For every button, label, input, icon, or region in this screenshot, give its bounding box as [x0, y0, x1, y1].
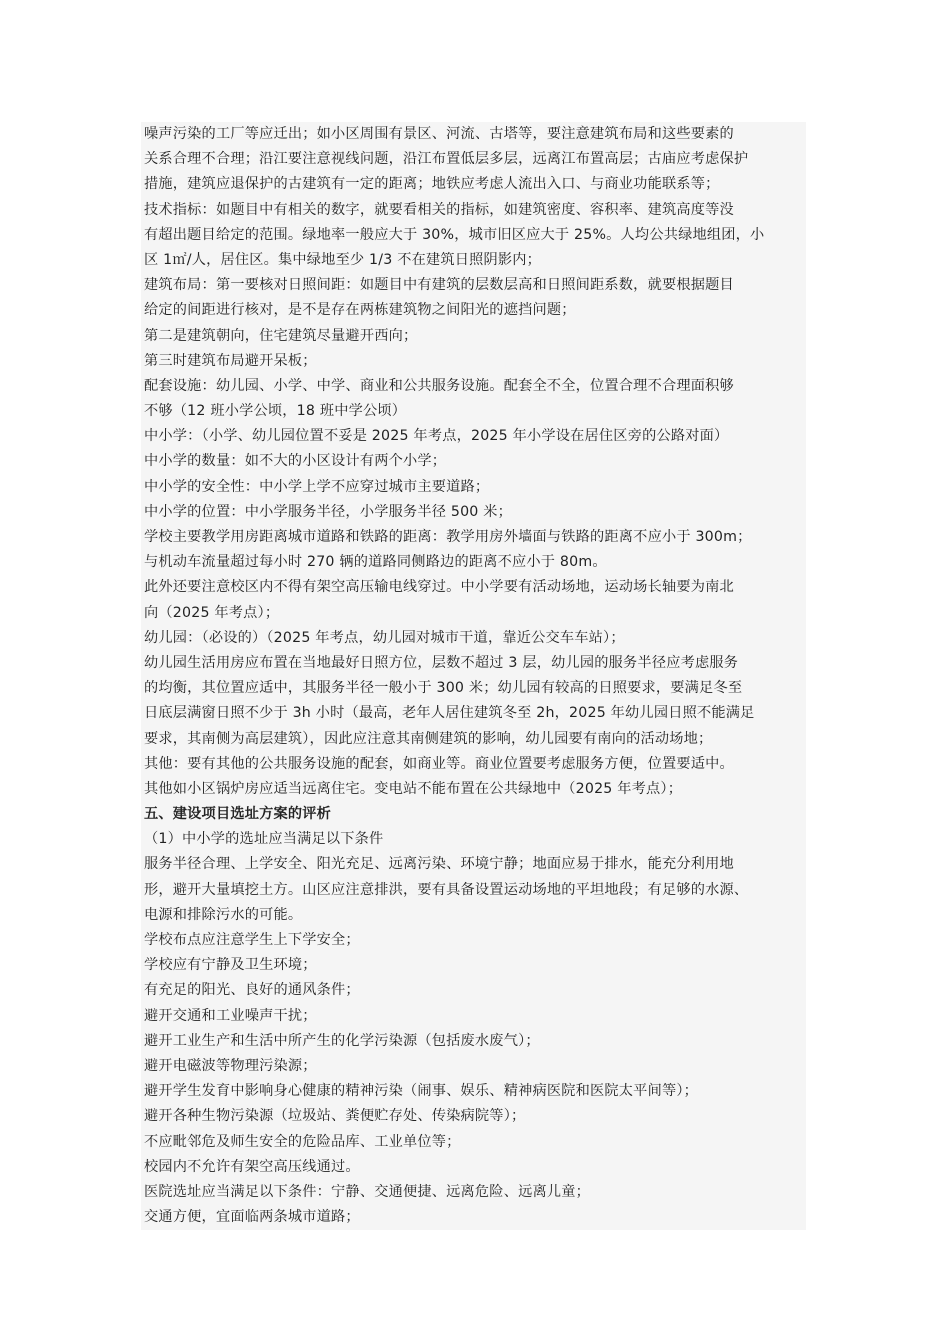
text-line: 关系合理不合理；沿江要注意视线问题，沿江布置低层多层，远离江布置高层；古庙应考虑保护: [144, 151, 749, 168]
text-line: 中小学的数量：如不大的小区设计有两个小学；: [144, 453, 447, 470]
text-line: 学校布点应注意学生上下学安全；: [144, 932, 360, 948]
text-line: 中小学的位置：中小学服务半径，小学服务半径 500 米；: [144, 503, 513, 520]
text-line: 有超出题目给定的范围。绿地率一般应大于 30%，城市旧区应大于 25%。人均公共绿地组团，小: [144, 226, 765, 243]
document-body: [141, 122, 806, 1230]
text-line: 电源和排除污水的可能。: [144, 906, 303, 923]
text-line: 中小学的安全性：中小学上学不应穿过城市主要道路；: [144, 478, 490, 495]
text-line: 技术指标：如题目中有相关的数字，就要看相关的指标，如建筑密度、容积率、建筑高度等没: [144, 201, 734, 218]
text-line: 区 1㎡/人，居住区。集中绿地至少 1/3 不在建筑日照阴影内；: [144, 251, 542, 268]
section-heading: 五、建设项目选址方案的评析: [144, 806, 332, 823]
text-line: 避开交通和工业噪声干扰；: [144, 1007, 317, 1024]
text-line: 噪声污染的工厂等应迁出；如小区周围有景区、河流、古塔等，要注意建筑布局和这些要素的: [144, 126, 734, 142]
text-line: 校园内不允许有架空高压线通过。: [144, 1158, 360, 1175]
text-line: 其他：要有其他的公共服务设施的配套，如商业等。商业位置要考虑服务方便，位置要适中。: [144, 755, 734, 772]
text-line: （1）中小学的选址应当满足以下条件: [144, 831, 384, 848]
text-line: 不够（12 班小学公顷，18 班中学公顷）: [144, 403, 407, 420]
text-line: 给定的间距进行核对，是不是存在两栋建筑物之间阳光的遮挡问题；: [144, 302, 576, 319]
text-line: 幼儿园：（必设的）（2025 年考点，幼儿园对城市干道，靠近公交车车站）；: [144, 629, 625, 646]
text-line: 日底层满窗日照不少于 3h 小时（最高，老年人居住建筑冬至 2h，2025 年幼儿园日照不能满足: [144, 705, 755, 722]
text-line: 避开各种生物污染源（垃圾站、粪便贮存处、传染病院等）；: [144, 1108, 526, 1125]
text-line: 要求，其南侧为高层建筑），因此应注意其南侧建筑的影响，幼儿园要有南向的活动场地；: [144, 730, 713, 747]
text-line: 交通方便，宜面临两条城市道路；: [144, 1209, 360, 1226]
text-line: 幼儿园生活用房应布置在当地最好日照方位，层数不超过 3 层，幼儿园的服务半径应考虑服务: [144, 654, 739, 671]
text-line: 其他如小区锅炉房应适当远离住宅。变电站不能布置在公共绿地中（2025 年考点）；: [144, 780, 683, 797]
text-line: 第三时建筑布局避开呆板；: [144, 352, 317, 369]
text-line: 与机动车流量超过每小时 270 辆的道路同侧路边的距离不应小于 80m。: [144, 554, 607, 571]
text-line: 避开工业生产和生活中所产生的化学污染源（包括废水废气）；: [144, 1032, 540, 1049]
text-line: 的均衡，其位置应适中，其服务半径一般小于 300 米；幼儿园有较高的日照要求，要满足冬至: [144, 680, 743, 697]
text-line: 避开电磁波等物理污染源；: [144, 1057, 317, 1074]
text-line: 服务半径合理、上学安全、阳光充足、远离污染、环境宁静；地面应易于排水，能充分利用地: [144, 856, 734, 873]
text-line: 配套设施：幼儿园、小学、中学、商业和公共服务设施。配套全不全，位置合理不合理面积够: [144, 377, 734, 394]
text-line: 向（2025 年考点）；: [144, 604, 280, 621]
text-line: 医院选址应当满足以下条件：宁静、交通便捷、远离危险、远离儿童；: [144, 1183, 591, 1200]
text-line: 措施，建筑应退保护的古建筑有一定的距离；地铁应考虑人流出入口、与商业功能联系等；: [144, 176, 720, 193]
text-line: 形，避开大量填挖土方。山区应注意排洪，要有具备设置运动场地的平坦地段；有足够的水源、: [144, 881, 749, 898]
text-line: 第二是建筑朝向，住宅建筑尽量避开西向；: [144, 327, 418, 344]
text-line: 学校主要教学用房距离城市道路和铁路的距离：教学用房外墙面与铁路的距离不应小于 300m；: [144, 529, 752, 545]
text-line: 避开学生发育中影响身心健康的精神污染（闹事、娱乐、精神病医院和医院太平间等）；: [144, 1083, 699, 1100]
text-line: 中小学：（小学、幼儿园位置不妥是 2025 年考点，2025 年小学设在居住区旁的公路对面）: [144, 428, 729, 445]
text-line: 有充足的阳光、良好的通风条件；: [144, 982, 360, 999]
text-line: 学校应有宁静及卫生环境；: [144, 957, 317, 974]
text-line: 建筑布局：第一要核对日照间距：如题目中有建筑的层数层高和日照间距系数，就要根据题目: [144, 277, 734, 294]
text-line: 此外还要注意校区内不得有架空高压输电线穿过。中小学要有活动场地，运动场长轴要为南北: [144, 579, 734, 596]
text-line: 不应毗邻危及师生安全的危险品库、工业单位等；: [144, 1133, 461, 1150]
